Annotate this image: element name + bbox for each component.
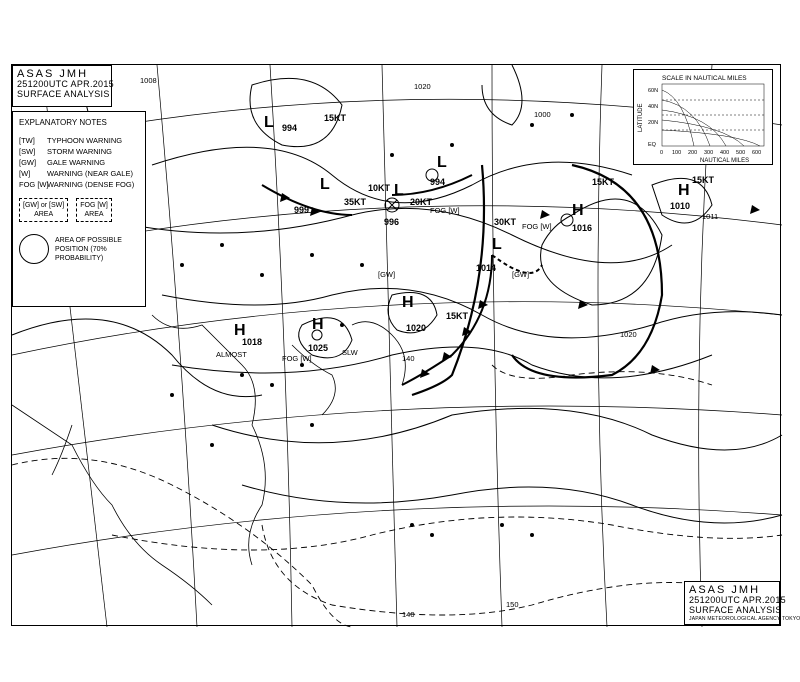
high-pressure: 1010 (670, 201, 691, 211)
scale-grid (662, 100, 764, 130)
footer-line-2: 251200UTC APR.2015 (689, 595, 786, 605)
isobar-dashed (262, 525, 712, 615)
dashed-isobars (12, 365, 800, 627)
footer-line-1: ASAS JMH (689, 584, 761, 596)
legend-box (12, 111, 146, 307)
legend-row (19, 146, 139, 157)
high-pressure: 1020 (406, 323, 427, 333)
parallel (12, 302, 782, 355)
low-pressure: 1014 (476, 263, 497, 273)
almost-tag: ALMOST (216, 350, 247, 359)
coast-segment (352, 322, 405, 385)
low-marker: L (264, 114, 274, 131)
gale-area-sample (19, 198, 68, 222)
footer-line-3: SURFACE ANALYSIS (689, 605, 782, 615)
station-dot (300, 363, 304, 367)
area-sample-label: AREA (34, 211, 54, 218)
meridian (382, 65, 400, 627)
scale-box (633, 69, 773, 165)
station-dot (310, 423, 314, 427)
title-line-2: 251200UTC APR.2015 (17, 79, 114, 89)
fog-warning-tag: FOG [W] (430, 206, 460, 215)
legend-code: FOG [W] (19, 180, 49, 189)
area-samples (19, 198, 139, 222)
weather-map (11, 64, 800, 626)
coast-segment (52, 425, 72, 475)
lat-tick: 20N (648, 120, 659, 126)
gale-warning-tag: [GW] (378, 270, 396, 279)
legend-code: [SW] (19, 147, 36, 156)
isobar (132, 208, 672, 262)
station-dot (180, 263, 184, 267)
isobar-dashed (12, 458, 352, 627)
station-dot (240, 373, 244, 377)
longitude-label: 150 (506, 600, 519, 609)
high-marker: H (572, 202, 584, 219)
legend-row (19, 157, 139, 168)
low-warning: 10KT (368, 183, 391, 193)
isobar (212, 408, 782, 450)
front-triangle (540, 210, 550, 219)
legend-code: [TW] (19, 136, 35, 145)
title-box (12, 65, 112, 107)
low-warning: 35KT (344, 197, 367, 207)
title-line-3: SURFACE ANALYSIS (17, 89, 110, 99)
legend-title: EXPLANATORY NOTES (19, 118, 107, 127)
front-triangle (442, 352, 452, 361)
possible-position-row (19, 234, 139, 264)
coast-segment (249, 425, 266, 565)
area-sample-label: AREA (84, 211, 104, 218)
high-pressure: 1016 (572, 223, 593, 233)
station-dot (310, 253, 314, 257)
scale-axis-label: LATITUDE (638, 103, 644, 132)
high-warning: 15KT (592, 177, 615, 187)
nm-tick: 100 (672, 150, 682, 156)
scale-curve (662, 110, 726, 146)
legend-text: WARNING (NEAR GALE) (47, 169, 133, 178)
isobar-value: 1000 (534, 110, 551, 119)
legend-text: STORM WARNING (47, 147, 112, 156)
coastline (12, 315, 405, 605)
area-sample-label: FOG [W] (80, 202, 108, 209)
meridian (157, 65, 197, 627)
scale-xlabel: NAUTICAL MILES (700, 158, 750, 164)
low-warning: 30KT (494, 217, 517, 227)
longitude-label: 140 (402, 610, 415, 619)
meridian (492, 65, 502, 627)
legend-text: GALE WARNING (47, 158, 106, 167)
station-dot (450, 143, 454, 147)
low-marker: L (320, 176, 330, 193)
isobar-value: 1020 (414, 82, 431, 91)
nm-tick: 0 (660, 150, 664, 156)
station-dots (170, 110, 574, 537)
title-line-1: ASAS JMH (17, 68, 89, 80)
high-marker: H (312, 316, 324, 333)
station-dot (530, 123, 534, 127)
station-dot (570, 113, 574, 117)
station-dot (270, 383, 274, 387)
nm-tick: 200 (688, 150, 698, 156)
low-pressure: 994 (430, 177, 446, 187)
lat-tick: 40N (648, 104, 659, 110)
high-pressure: 1025 (308, 343, 329, 353)
isobar-value: 1020 (620, 330, 637, 339)
slow-tag: SLW (342, 348, 358, 357)
isobar (512, 165, 662, 378)
station-dot (530, 533, 534, 537)
nm-tick: 500 (736, 150, 746, 156)
station-dot (170, 393, 174, 397)
footer-agency: JAPAN METEOROLOGICAL AGENCY TOKYO (689, 616, 800, 622)
legend-code: [W] (19, 169, 31, 178)
high-marker: H (402, 294, 414, 311)
station-dot (210, 443, 214, 447)
parallel (12, 406, 782, 455)
station-dot (410, 523, 414, 527)
station-dot (260, 273, 264, 277)
high-warning: 15KT (446, 311, 469, 321)
station-dot (360, 263, 364, 267)
scale-plot-area (662, 84, 764, 146)
high-pressure: 1018 (242, 337, 263, 347)
lat-tick: EQ (648, 142, 656, 148)
station-dot (500, 523, 504, 527)
station-dot (220, 243, 224, 247)
scale-curve (662, 90, 694, 146)
high-warning: 15KT (692, 175, 715, 185)
area-sample-label: [GW] or [SW] (23, 202, 65, 209)
high-marker: H (234, 322, 246, 339)
scale-title: SCALE IN NAUTICAL MILES (662, 75, 747, 82)
low-marker: L (394, 182, 404, 199)
legend-row (19, 168, 139, 179)
coast-segment (12, 405, 212, 605)
isobar-value: 1008 (140, 76, 157, 85)
station-dot (430, 533, 434, 537)
legend-row (19, 135, 139, 146)
possible-position-circle (19, 234, 49, 264)
front-triangle (280, 193, 290, 202)
low-marker: L (437, 154, 447, 171)
isobar-value: 1011 (702, 212, 719, 221)
nm-tick: 400 (720, 150, 730, 156)
meridian (598, 65, 607, 627)
low-pressure: 994 (282, 123, 298, 133)
low-pressure: 999 (294, 205, 310, 215)
nm-tick: 600 (752, 150, 762, 156)
footer-box (684, 581, 800, 625)
lat-tick: 60N (648, 88, 659, 94)
legend-text: TYPHOON WARNING (47, 136, 123, 145)
longitude-label: 140 (402, 354, 415, 363)
high-marker: H (678, 182, 690, 199)
legend-code: [GW] (19, 158, 37, 167)
station-dot (390, 153, 394, 157)
scale-curve (662, 130, 760, 146)
fog-area-sample (76, 198, 112, 222)
scale-chart (634, 70, 772, 164)
low-pressure: 996 (384, 217, 400, 227)
gale-warning-tag: [GW] (512, 270, 530, 279)
fog-warning-tag: FOG [W] (522, 222, 552, 231)
nm-tick: 300 (704, 150, 714, 156)
fog-warning-tag: FOG [W] (282, 354, 312, 363)
isobar-dashed (112, 517, 782, 550)
isobar (482, 65, 522, 125)
cyclone-markers (312, 169, 573, 340)
legend-text: WARNING (DENSE FOG) (47, 180, 135, 189)
front-triangle (750, 205, 760, 214)
low-warning: 20KT (410, 197, 433, 207)
low-marker: L (492, 236, 502, 253)
legend-row (19, 179, 139, 190)
station-dot (340, 323, 344, 327)
low-warning: 15KT (324, 113, 347, 123)
possible-position-text: AREA OF POSSIBLE POSITION (70% PROBABILITY) (55, 236, 122, 262)
